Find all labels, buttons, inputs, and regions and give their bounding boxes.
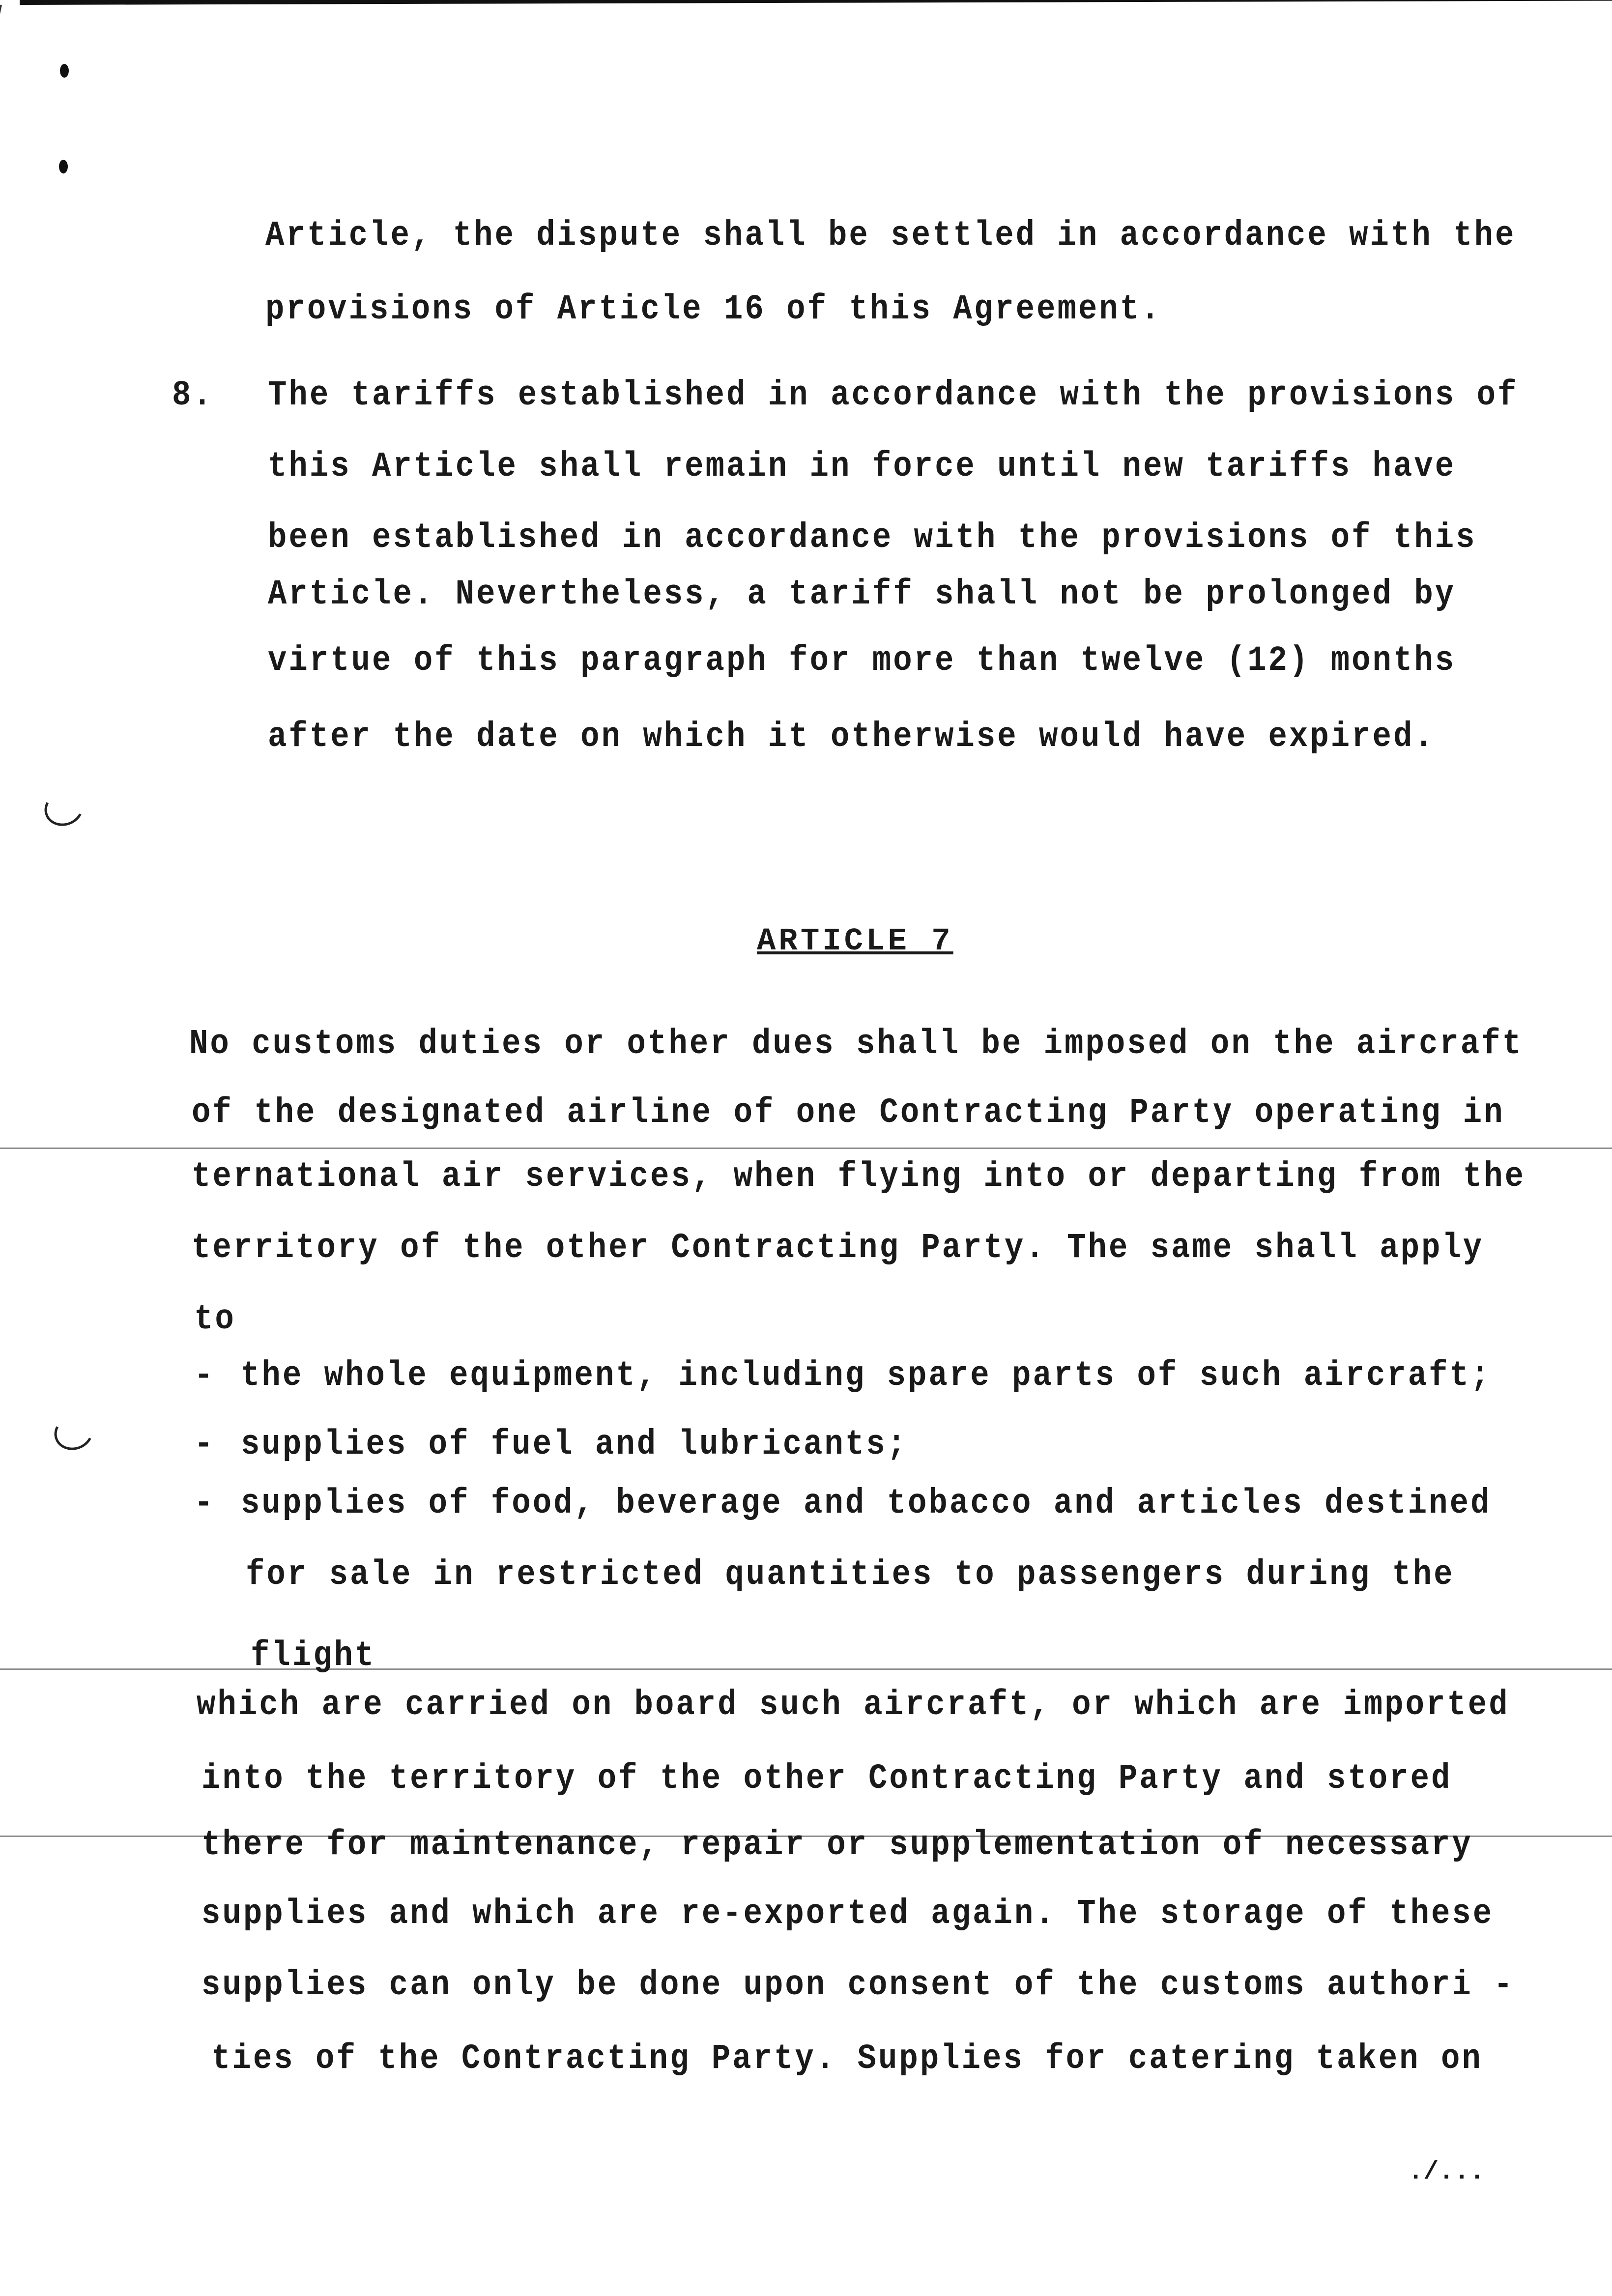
text-line: of the designated airline of one Contracting Party operating in — [192, 1093, 1505, 1133]
list-item: flight — [251, 1636, 376, 1676]
list-item: for sale in restricted quantities to passengers during the — [246, 1555, 1455, 1595]
text-line: after the date on which it otherwise would have expired. — [268, 718, 1435, 757]
list-item: the whole equipment, including spare parts of such aircraft; — [241, 1356, 1492, 1396]
punch-hole-mark — [59, 160, 68, 173]
text-line: supplies can only be done upon consent of the customs authori - — [202, 1966, 1515, 2006]
punch-hole-mark — [60, 64, 69, 78]
paragraph-number: 8. — [172, 376, 214, 416]
article-heading: ARTICLE 7 — [757, 924, 953, 959]
list-bullet: - — [194, 1356, 215, 1396]
text-line: territory of the other Contracting Party. The same shall apply — [192, 1229, 1484, 1268]
text-line: Article, the dispute shall be settled in accordance with the — [265, 216, 1516, 256]
text-line: ternational air services, when flying into or departing from the — [192, 1157, 1526, 1197]
list-item: supplies of food, beverage and tobacco and articles destined — [241, 1484, 1492, 1524]
text-line: No customs duties or other dues shall be imposed on the aircraft — [189, 1025, 1523, 1064]
list-bullet: - — [194, 1484, 215, 1524]
text-line: The tariffs established in accordance with the provisions of — [268, 376, 1519, 416]
scan-line-artifact — [0, 1668, 1612, 1670]
text-line: virtue of this paragraph for more than twelve (12) months — [268, 641, 1456, 681]
text-line: Article. Nevertheless, a tariff shall not be prolonged by — [268, 575, 1456, 615]
text-line: this Article shall remain in force until new tariffs have — [268, 447, 1456, 487]
text-line: ties of the Contracting Party. Supplies for catering taken on — [211, 2039, 1483, 2079]
text-line: supplies and which are re-exported again. The storage of these — [202, 1894, 1494, 1934]
scan-left-edge — [0, 5, 2, 164]
page-continuation-marker: ./... — [1408, 2157, 1485, 2186]
text-line: provisions of Article 16 of this Agreement. — [265, 290, 1162, 330]
text-line: which are carried on board such aircraft, or which are imported — [197, 1686, 1510, 1725]
text-line: there for maintenance, repair or supplementation of necessary — [202, 1826, 1473, 1866]
scan-line-artifact — [0, 1148, 1612, 1149]
scan-top-edge — [20, 0, 1612, 5]
text-line: been established in accordance with the provisions of this — [268, 518, 1477, 558]
list-item: supplies of fuel and lubricants; — [241, 1425, 908, 1465]
binder-ring-mark — [49, 1409, 98, 1455]
text-line: to — [194, 1300, 236, 1340]
binder-ring-mark — [39, 785, 88, 831]
text-line: into the territory of the other Contracting Party and stored — [202, 1759, 1452, 1799]
list-bullet: - — [194, 1425, 215, 1465]
